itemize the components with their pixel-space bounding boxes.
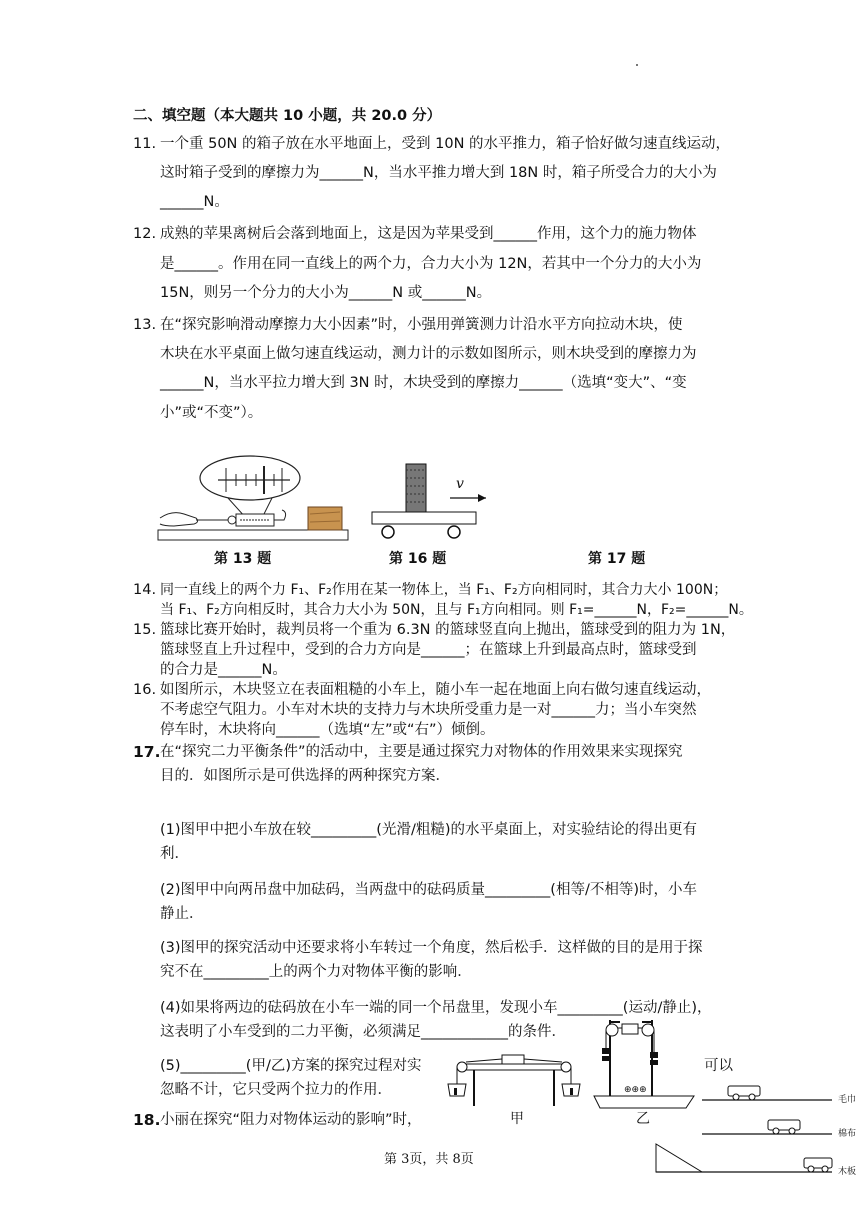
q17-p2-line-2: 静止． [160, 906, 204, 922]
q15-number: 15. [133, 622, 157, 638]
figure-18-surfaces [652, 1076, 832, 1186]
q18-number: 18. [133, 1111, 161, 1129]
q12-line-3: 15N，则另一个分力的大小为______N 或______N。 [160, 285, 492, 301]
q16-number: 16. [133, 682, 157, 698]
q17-p2-line-1: (2)图甲中向两吊盘中加砝码，当两盘中的砝码质量_________(相等/不相等)时，小车 [160, 882, 697, 898]
q13-number: 13. [133, 317, 157, 333]
surface-label-cotton: 棉布 [838, 1129, 857, 1139]
q17-p5-line-1a: (5)_________(甲/乙)方案的探究过程对实 [160, 1058, 422, 1074]
q17-p1-line-1: (1)图甲中把小车放在较_________(光滑/粗糙)的水平桌面上，对实验结论的得出更有 [160, 822, 697, 838]
q16-line-2: 不考虑空气阻力。小车对木块的支持力与木块所受重力是一对______力；当小车突然 [160, 702, 697, 718]
q13-line-4: 小”或“不变”）。 [160, 405, 263, 421]
q17-p4-line-2: 这表明了小车受到的二力平衡，必须满足____________的条件． [160, 1024, 566, 1040]
q17-p5-line-2: 忽略不计，它只受两个拉力的作用． [160, 1082, 392, 1098]
q11-line-2: 这时箱子受到的摩擦力为______N，当水平推力增大到 18N 时，箱子所受合力的大小为 [160, 165, 717, 181]
q15-line-2: 篮球竖直上升过程中，受到的合力方向是______；在篮球上升到最高点时，篮球受到 [160, 642, 697, 658]
surface-label-wood: 木板 [838, 1167, 857, 1177]
q11-line-1: 一个重 50N 的箱子放在水平地面上，受到 10N 的水平推力，箱子恰好做匀速直线运动， [160, 136, 731, 152]
q14-line-1: 同一直线上的两个力 F₁、F₂作用在某一物体上，当 F₁、F₂方向相同时，其合力大小 100N； [160, 582, 728, 598]
q17-line-2: 目的．如图所示是可供选择的两种探究方案． [160, 768, 450, 784]
q17-line-1: 在“探究二力平衡条件”的活动中，主要是通过探究力对物体的作用效果来实现探究 [160, 744, 683, 760]
q12-line-1: 成熟的苹果离树后会落到地面上，这是因为苹果受到______作用，这个力的施力物体 [160, 226, 697, 242]
q12-line-2: 是______。作用在同一直线上的两个力，合力大小为 12N，若其中一个分力的大小为 [160, 256, 702, 272]
caption-13: 第 13 题 [214, 551, 272, 567]
caption-17: 第 17 题 [588, 551, 646, 567]
svg-text:⊕⊕⊕: ⊕⊕⊕ [624, 1085, 647, 1095]
page-footer: 第 3页，共 8页 [384, 1152, 474, 1167]
q12-number: 12. [133, 226, 157, 242]
q15-line-3: 的合力是______N。 [160, 662, 287, 678]
surface-label-towel: 毛巾 [838, 1095, 857, 1105]
q15-line-1: 篮球比赛开始时，裁判员将一个重为 6.3N 的篮球竖直向上抛出，篮球受到的阻力为 1N， [160, 622, 736, 638]
q17-p5-line-1b: 可以 [704, 1058, 733, 1074]
q17-p4-line-1: (4)如果将两边的砝码放在小车一端的同一个吊盘里，发现小车_________(运动/静止)， [160, 1000, 712, 1016]
q13-line-2: 木块在水平桌面上做匀速直线运动，测力计的示数如图所示，则木块受到的摩擦力为 [160, 346, 697, 362]
q18-text: 小丽在探究“阻力对物体运动的影响”时， [160, 1112, 422, 1128]
figure-16-cart-block [368, 462, 498, 542]
q16-line-3: 停车时，木块将向______（选填“左”或“右”）倾倒。 [160, 722, 495, 738]
corner-mark [636, 64, 638, 66]
q13-line-1: 在“探究影响滑动摩擦力大小因素”时，小强用弹簧测力计沿水平方向拉动木块，使 [160, 317, 683, 333]
q17-p3-line-1: (3)图甲的探究活动中还要求将小车转过一个角度，然后松手．这样做的目的是用于探 [160, 940, 703, 956]
q14-number: 14. [133, 582, 157, 598]
figure-13-spring-scale [150, 452, 360, 547]
q14-line-2: 当 F₁、F₂方向相反时，其合力大小为 50N，且与 F₁方向相同。则 F₁=______N，F₂=______N。 [160, 602, 753, 618]
q17-p3-line-2: 究不在_________上的两个力对物体平衡的影响． [160, 964, 472, 980]
q11-line-3: ______N。 [160, 194, 229, 210]
q17-number: 17. [133, 743, 161, 761]
q17-p1-line-2: 利． [160, 846, 189, 862]
q16-line-1: 如图所示，木块竖立在表面粗糙的小车上，随小车一起在地面上向右做匀速直线运动， [160, 682, 711, 698]
section-title: 二、填空题（本大题共 10 小题，共 20.0 分） [133, 108, 442, 124]
caption-16: 第 16 题 [389, 551, 447, 567]
label-yi: 乙 [636, 1111, 650, 1127]
label-jia: 甲 [510, 1111, 524, 1127]
q11-number: 11. [133, 136, 157, 152]
q13-line-3: ______N，当水平拉力增大到 3N 时，木块受到的摩擦力______（选填“变大”、“变 [160, 375, 687, 391]
velocity-label: v [456, 476, 464, 492]
